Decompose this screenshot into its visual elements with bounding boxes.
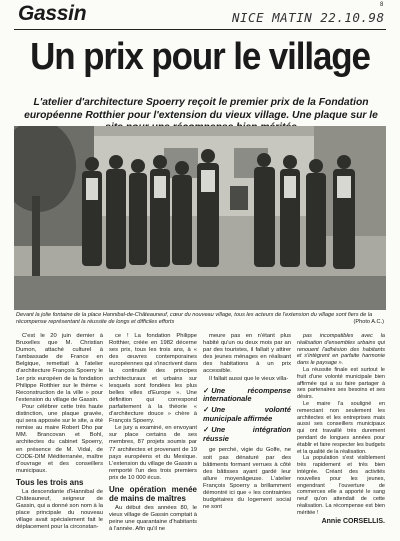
col2-subhead: Une opération menée de mains de maîtres bbox=[109, 484, 197, 503]
handwritten-note: NICE MATIN 22.10.98 bbox=[232, 10, 385, 25]
col3-paragraph-3: ge perché, vigie du Golfe, ne soit pas dénaturé par des bâtiments formant verrues à côté des bâtisses ayant gardé leur allure moyenâgeuse. L'atelier François Spoerry a brillamment démontré ici que « les contraintes budgétaires du logement social ne sont bbox=[203, 447, 291, 511]
col3-paragraph-2: Il fallait aussi que le vieux villa- bbox=[209, 375, 289, 382]
highlight-item bbox=[203, 387, 291, 405]
article-column-1 bbox=[16, 333, 103, 531]
col1-paragraph-1: C'est le 20 juin dernier à Bruxelles que M. Christian Dumon, attaché culturel à l'ambassade de France en Belgique, remettait à l'atelier d'architecture François Spoerry le 1er prix européen de la fondation Philippe Rotthier sur le thème « Reconstruction de la ville » pour l'extension du village de Gassin. bbox=[16, 333, 103, 403]
col4-paragraph-4: La population s'est visiblement très rapidement et très bien intégrée. Créant des activités nouvelles pour les jeunes, engendrant l'ouverture de commerces elle a apporté le sang neuf qu'on attendait de cette réalisation. La récompense est bien méritée ! bbox=[297, 455, 385, 516]
headline: Un prix pour le village bbox=[30, 36, 370, 78]
check-icon: ✓ bbox=[203, 405, 210, 415]
highlight-text: Une intégration réussie bbox=[203, 424, 291, 443]
highlight-text: Une volonté municipale affirmée bbox=[203, 405, 291, 424]
highlight-text: Une récompense internationale bbox=[203, 385, 291, 404]
photo-caption bbox=[16, 312, 384, 326]
chapeau: L'atelier d'architecture Spoerry reçoit le premier prix de la Fondation européenne Rotthier pour l'extension du vieux village. Une plaque sur le bbox=[24, 97, 378, 121]
photo-credit: (Photo A.C.) bbox=[353, 319, 384, 325]
page-mark: 8 bbox=[380, 2, 384, 8]
col1-paragraph-2: Pour célébrer cette très haute distinction, une plaque gravée, qui sera apposée sur le site, a été remise au maire Robert Dho par MM. Brancovan et Bohl, architectes du cabinet Spoerry, en présence de M. Vidal, de CODE-DIM Méditerranée, maître d'ouvrage et des conseillers municipaux. bbox=[16, 403, 104, 474]
highlight-item bbox=[203, 426, 291, 444]
section-title: Gassin bbox=[18, 2, 87, 25]
col4-paragraph-2: La réussite finale est surtout le fruit d'une volonté municipale bien affirmée qui a su faire partager à ses partenaires ses besoins et ses désirs. bbox=[297, 366, 385, 401]
col2-paragraph-2: Le jury a examiné, en envoyant sur place certains de ses membres, 87 projets soumis par 77 architectes et provenant de 19 pays européens et du Mexique. L'extension du village de Gassin a remporté l'un des trois premiers prix de 10 000 écus. bbox=[109, 425, 197, 481]
author-signature: Annie CORSELLIS. bbox=[321, 517, 385, 525]
col1-paragraph-3: La descendante d'Hannibal de Châteauneuf, seigneur de Gassin, qui a donné son nom à la place principale du nouveau village avait spécialement fait le déplacement pour la circonstan- bbox=[16, 488, 103, 531]
col3-paragraph-1: meure pas en n'étant plus habité qu'un ou deux mois par an par des touristes, il fallait y attirer des jeunes ménages en réalisant des habitations à un prix accessible. bbox=[203, 333, 291, 375]
article-column-4 bbox=[297, 333, 385, 525]
col4-paragraph-1: pas incompatibles avec la réalisation d'ensembles urbains qui renouent l'adhésion des habitants et s'intègrent en parfaite harmonie dans le paysage ». bbox=[297, 333, 385, 367]
photo-caption-text: Devant la jolie fontaine de la place Hannibal-de-Châteauneuf, cœur du nouveau village, tous les acteurs de l'extension du village sont fiers de la récompense représentant la réussite de longs et difficiles efforts bbox=[16, 312, 373, 325]
group-photo-illustration bbox=[14, 126, 386, 310]
col2-paragraph-1: ce ! La fondation Philippe Rotthier, créée en 1982 décerne ses prix, tous les trois ans, à « des œuvres contemporaines européennes qui s'inscrivent dans la continuité des principes architecturaux et urbains sur lesquels sont fondées les plus belles villes d'Europe ». Une définition qui correspond parfaitement à la théorie « d'architecture douce » chère à François Spoerry. bbox=[109, 333, 197, 425]
article-column-3 bbox=[203, 333, 291, 511]
header-rule bbox=[14, 29, 386, 30]
article-column-2 bbox=[109, 333, 197, 533]
check-icon: ✓ bbox=[203, 385, 210, 395]
col2-paragraph-3: Au début des années 80, le vieux village de Gassin comptait à peine une quarantaine d'habitants à l'année. Afin qu'il ne bbox=[109, 504, 197, 533]
check-icon: ✓ bbox=[203, 424, 210, 434]
group-photo bbox=[14, 126, 386, 310]
highlights-box bbox=[203, 387, 291, 444]
col1-subhead: Tous les trois ans bbox=[16, 477, 84, 487]
highlight-item bbox=[203, 406, 291, 424]
col4-paragraph-3: Le maire l'a souligné en remerciant non seulement les architectes et les entreprises mais aussi ses conseillers municipaux qui ont travaillé très durement pendant de longues années pour établir et faire respecter les budgets et la qualité de la réalisation. bbox=[297, 400, 385, 455]
